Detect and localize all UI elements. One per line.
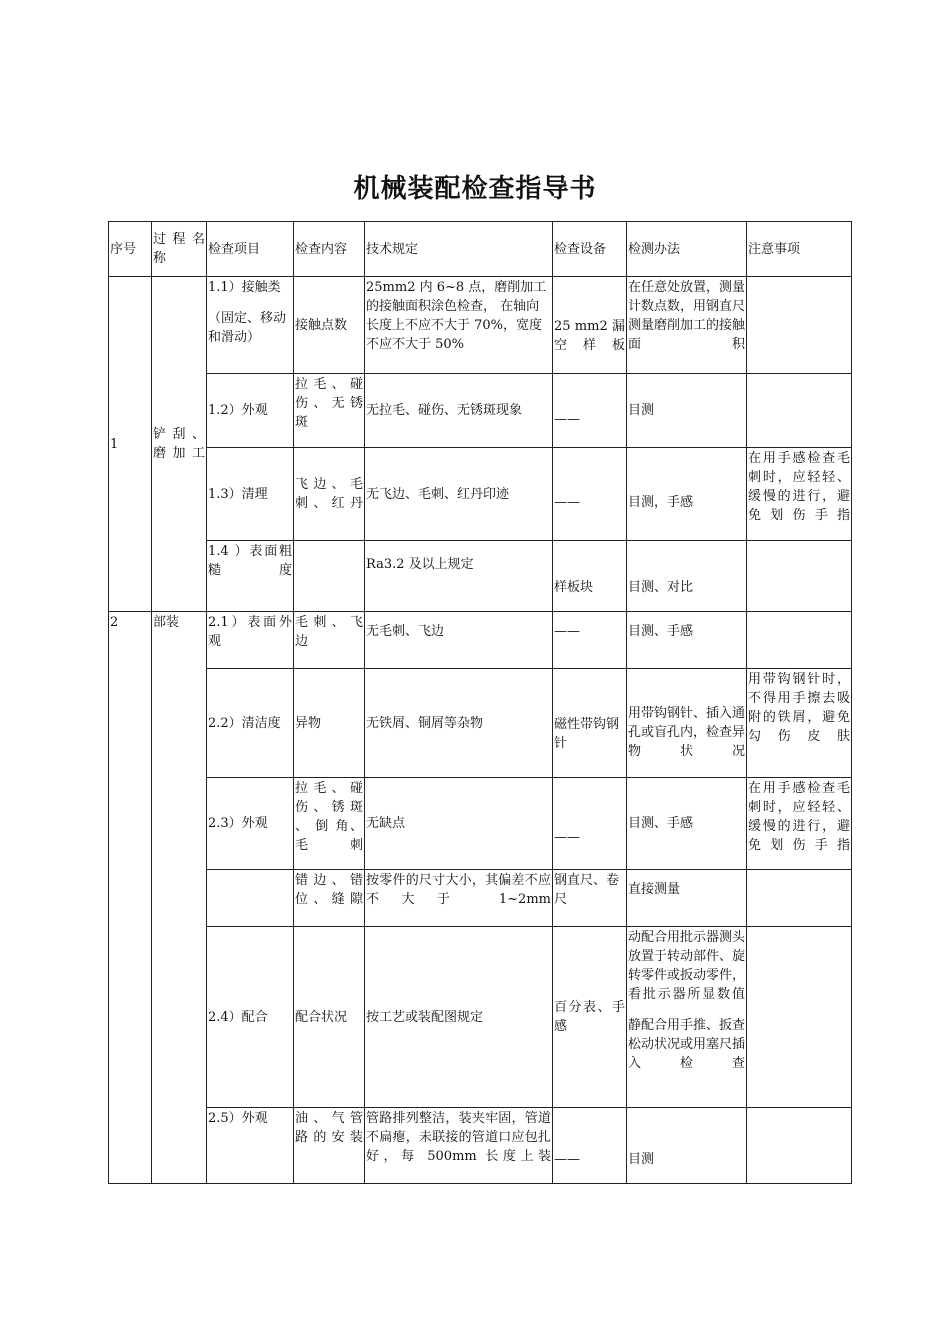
check-device: 百分表、手感 <box>553 927 627 1108</box>
check-item: 1.3）清理 <box>207 448 294 541</box>
table-row <box>109 870 852 927</box>
technical-spec: 无毛刺、飞边 <box>365 612 553 669</box>
table-row <box>109 927 852 1108</box>
check-item-label: 1.1）接触类 <box>208 280 281 295</box>
technical-spec: Ra3.2 及以上规定 <box>365 541 553 612</box>
table-row <box>109 541 852 612</box>
header-content: 检查内容 <box>294 222 365 277</box>
check-content: 油 、 气 管 路的安装 <box>294 1108 365 1184</box>
check-method: 用带钩钢针、插入通孔或盲孔内，检查异物状况 <box>627 669 747 778</box>
check-device: —— <box>553 1108 627 1184</box>
precaution <box>747 612 852 669</box>
technical-spec: 无飞边、毛刺、红丹印迹 <box>365 448 553 541</box>
check-device: 磁性带钩钢针 <box>553 669 627 778</box>
table-row <box>109 448 852 541</box>
check-content: 接触点数 <box>294 277 365 374</box>
technical-spec: 无缺点 <box>365 778 553 870</box>
header-method: 检测办法 <box>627 222 747 277</box>
header-item: 检查项目 <box>207 222 294 277</box>
header-spec: 技术规定 <box>365 222 553 277</box>
table-row <box>109 277 852 374</box>
check-method: 目测、手感 <box>627 778 747 870</box>
check-device: 25 mm2 漏空样板 <box>553 277 627 374</box>
check-content: 毛 刺 、 飞 边 <box>294 612 365 669</box>
check-device: —— <box>553 612 627 669</box>
check-method <box>627 927 747 1108</box>
check-device: —— <box>553 448 627 541</box>
check-item: 2.4）配合 <box>207 927 294 1108</box>
check-method: 直接测量 <box>627 870 747 927</box>
dynamic-fit-method: 动配合用批示器测头放置于转动部件、旋转零件或扳动零件，看批示器所显数值 <box>628 930 746 1002</box>
check-item <box>207 870 294 927</box>
table-row <box>109 778 852 870</box>
check-method: 在任意处放置，测量计数点数，用钢直尺测量磨削加工的接触面积 <box>627 277 747 374</box>
precaution: 在用手感检查毛刺时，应轻轻、缓慢的进行，避免划伤手指 <box>747 778 852 870</box>
technical-spec: 按工艺或装配图规定 <box>365 927 553 1108</box>
table-row <box>109 1108 852 1184</box>
section-process: 铲 刮 、磨加工 <box>152 277 207 612</box>
header-note: 注意事项 <box>747 222 852 277</box>
check-device: 钢直尺、卷尺 <box>553 870 627 927</box>
precaution <box>747 870 852 927</box>
section-process: 部装 <box>152 612 207 1184</box>
check-content: 错 边 、 错 位、缝隙 <box>294 870 365 927</box>
check-method: 目测 <box>627 374 747 448</box>
precaution <box>747 541 852 612</box>
check-method: 目测 <box>627 1108 747 1184</box>
check-item: 2.5）外观 <box>207 1108 294 1184</box>
precaution <box>747 927 852 1108</box>
precaution: 在用手感检查毛刺时，应轻轻、缓慢的进行，避免划伤手指 <box>747 448 852 541</box>
check-method: 目测，手感 <box>627 448 747 541</box>
header-process: 过 程 名称 <box>152 222 207 277</box>
table-row <box>109 612 852 669</box>
check-content: 配合状况 <box>294 927 365 1108</box>
check-item: 2.1）表面外观 <box>207 612 294 669</box>
check-content: 拉 毛 、 碰 伤 、 无 锈 斑 <box>294 374 365 448</box>
check-method: 目测、对比 <box>627 541 747 612</box>
precaution: 用带钩钢针时，不得用手擦去吸附的铁屑，避免勾伤皮肤 <box>747 669 852 778</box>
check-item: 1.4 ）表面粗糙度 <box>207 541 294 612</box>
technical-spec: 按零件的尺寸大小，其偏差不应不大于 1~2mm <box>365 870 553 927</box>
inspection-table <box>108 221 852 1184</box>
check-device: —— <box>553 374 627 448</box>
technical-spec: 无铁屑、铜屑等杂物 <box>365 669 553 778</box>
check-item: 2.2）清洁度 <box>207 669 294 778</box>
technical-spec: 管路排列整洁，装夹牢固，管道不扁瘪，未联接的管道口应包扎好，每 500mm 长度上装 <box>365 1108 553 1184</box>
precaution <box>747 1108 852 1184</box>
check-item-note: （固定、移动和滑动） <box>208 311 287 345</box>
check-content: 异物 <box>294 669 365 778</box>
check-content <box>294 541 365 612</box>
section-number: 2 <box>109 612 152 1184</box>
check-content: 飞 边 、 毛 刺、红丹 <box>294 448 365 541</box>
check-content: 拉 毛 、 碰 伤 、 锈 斑 、 倒 角、毛刺 <box>294 778 365 870</box>
static-fit-method: 静配合用手推、扳查松动状况或用塞尺插入检查 <box>628 1018 746 1071</box>
precaution <box>747 277 852 374</box>
check-item: 2.3）外观 <box>207 778 294 870</box>
technical-spec: 无拉毛、碰伤、无锈斑现象 <box>365 374 553 448</box>
check-item <box>207 277 294 374</box>
check-device: 样板块 <box>553 541 627 612</box>
header-row <box>109 222 852 277</box>
document-title: 机械装配检查指导书 <box>353 174 597 204</box>
precaution <box>747 374 852 448</box>
check-method: 目测、手感 <box>627 612 747 669</box>
header-device: 检查设备 <box>553 222 627 277</box>
check-device: —— <box>553 778 627 870</box>
header-no: 序号 <box>109 222 152 277</box>
check-item: 1.2）外观 <box>207 374 294 448</box>
table-row <box>109 669 852 778</box>
technical-spec: 25mm2 内 6~8 点，磨削加工的接触面积涂色检查， 在轴向长度上不应不大于 70%，宽度不应不大于 50% <box>365 277 553 374</box>
table-row <box>109 374 852 448</box>
section-number: 1 <box>109 277 152 612</box>
